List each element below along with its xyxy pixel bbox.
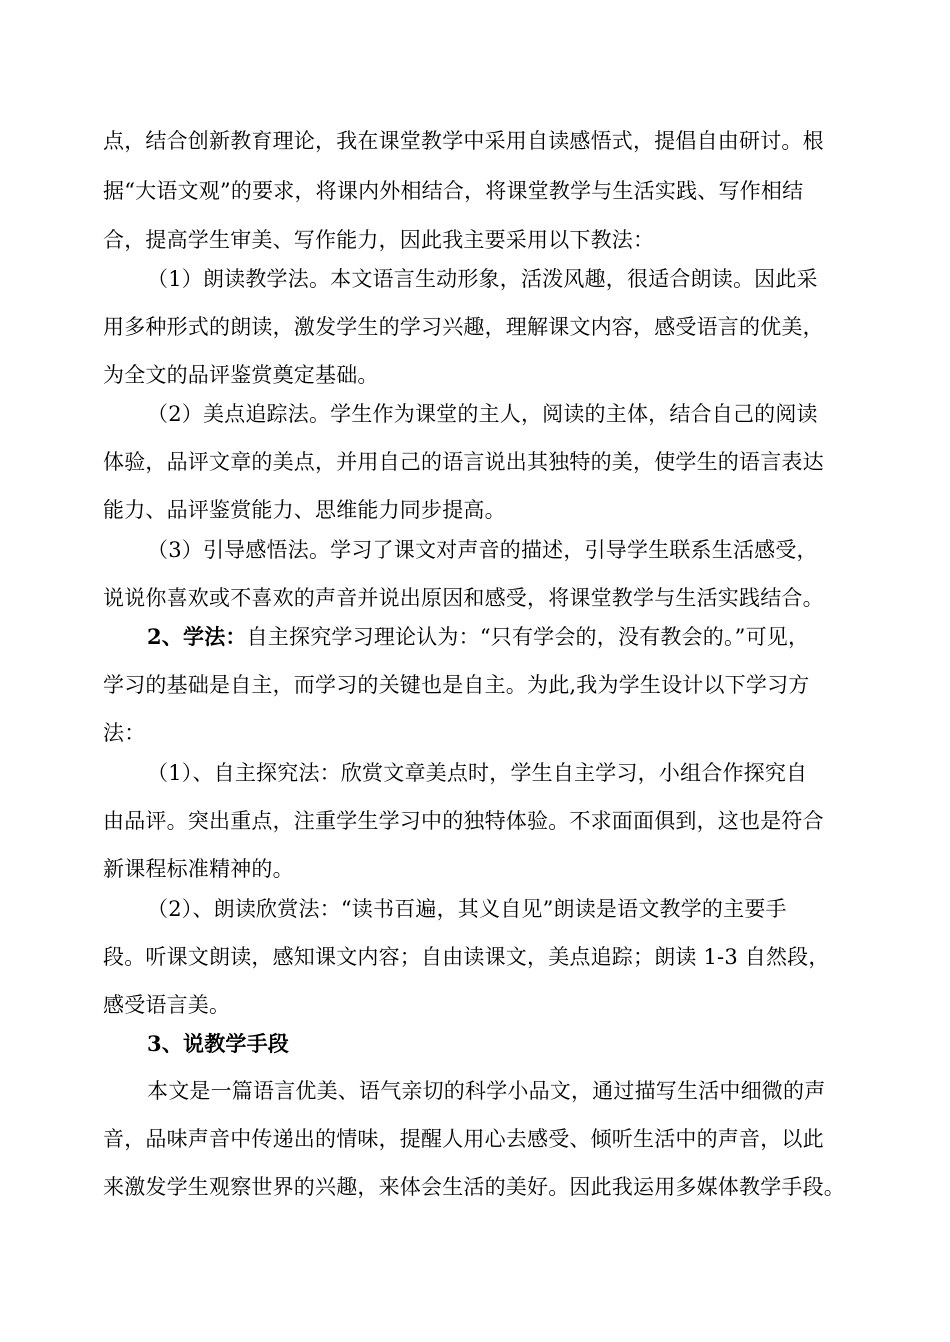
paragraph-line: 音，品味声音中传递出的情味，提醒人用心去感受、倾听生活中的声音，以此 [103, 1127, 824, 1151]
paragraph-line: 体验，品评文章的美点，并用自己的语言说出其独特的美，使学生的语言表达 [103, 450, 824, 474]
paragraph-line: 新课程标准精神的。 [103, 857, 294, 881]
paragraph-line: （2）、朗读欣赏法：“读书百遍，其义自见”朗读是语文教学的主要手 [147, 897, 787, 921]
paragraph-line: 用多种形式的朗读，激发学生的学习兴趣，理解课文内容，感受语言的优美， [103, 315, 824, 339]
section-2-first-line [147, 625, 809, 649]
paragraph-line: 为全文的品评鉴赏奠定基础。 [103, 363, 379, 387]
paragraph-line: 说说你喜欢或不喜欢的声音并说出原因和感受，将课堂教学与生活实践结合。 [103, 586, 824, 610]
paragraph-line: 法： [103, 721, 146, 745]
section-heading: 2、学法： [147, 624, 247, 649]
paragraph-line: 能力、品评鉴赏能力、思维能力同步提高。 [103, 498, 506, 522]
paragraph-line: 来激发学生观察世界的兴趣，来体会生活的美好。因此我运用多媒体教学手段。 [103, 1175, 845, 1199]
paragraph-line: 合，提高学生审美、写作能力，因此我主要采用以下教法： [103, 228, 655, 252]
paragraph-line: （2）美点追踪法。学生作为课堂的主人，阅读的主体，结合自己的阅读 [147, 402, 818, 426]
paragraph-line: 本文是一篇语言优美、语气亲切的科学小品文，通过描写生活中细微的声 [147, 1079, 826, 1103]
paragraph-line: （1）、自主探究法：欣赏文章美点时，学生自主学习，小组合作探究自 [147, 761, 808, 785]
paragraph-line: （3）引导感悟法。学习了课文对声音的描述，引导学生联系生活感受， [147, 538, 818, 562]
paragraph-line: 感受语言美。 [103, 993, 231, 1017]
paragraph-line: （1）朗读教学法。本文语言生动形象，活泼风趣，很适合朗读。因此采 [147, 267, 818, 291]
paragraph-line: 由品评。突出重点，注重学生学习中的独特体验。不求面面俱到，这也是符合 [103, 809, 824, 833]
section-heading: 3、说教学手段 [147, 1031, 290, 1056]
paragraph-line: 学习的基础是自主，而学习的关键也是自主。为此,我为学生设计以下学习方 [103, 673, 810, 697]
paragraph-text: 自主探究学习理论认为：“只有学会的，没有教会的。”可见， [246, 625, 810, 649]
paragraph-line: 点，结合创新教育理论，我在课堂教学中采用自读感悟式，提倡自由研讨。根 [103, 129, 824, 153]
paragraph-line: 段。听课文朗读，感知课文内容；自由读课文，美点追踪；朗读 1-3 自然段， [103, 945, 830, 969]
paragraph-line: 据“大语文观”的要求，将课内外相结合，将课堂教学与生活实践、写作相结 [103, 179, 804, 203]
